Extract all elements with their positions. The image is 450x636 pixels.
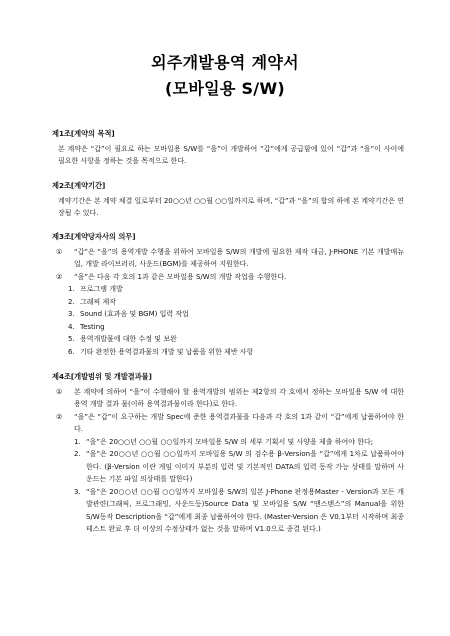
item-text: “을”은 다음 각 호의 1과 같은 모바일용 S/W의 개발 작업을 수행한다. — [74, 272, 287, 281]
list-text: 그래픽 제작 — [80, 297, 117, 306]
article-2 — [52, 180, 404, 220]
article-2-body: 계약기간은 본 계약 체결 일로부터 20○○년 ○○월 ○○일까지로 하며, “갑”과 “을”의 합의 하에 본 계약기간은 연장될 수 있다. — [58, 196, 404, 217]
article-3-item-1 — [52, 246, 404, 271]
list-text: 프로그램 개발 — [80, 285, 123, 293]
list-num: 3. — [74, 487, 81, 496]
list-item — [52, 321, 404, 334]
article-3-item-2 — [52, 271, 404, 284]
article-4-item-2 — [52, 411, 404, 436]
list-item — [52, 448, 404, 486]
list-text: 기타 완전한 용역결과물의 개발 및 납품을 위한 제반 사항 — [80, 347, 254, 356]
item-mark: ② — [56, 412, 63, 421]
list-item — [52, 308, 404, 321]
item-text: “을”은 “갑”이 요구하는 개발 Spec에 준한 용역결과물을 다음과 각 호의 1과 같이 “갑”에게 납품하여야 한다. — [74, 412, 404, 433]
list-item — [52, 296, 404, 309]
list-text: Testing — [80, 322, 105, 331]
list-item — [52, 333, 404, 346]
list-text: Sound (효과음 및 BGM) 입력 작업 — [80, 310, 189, 318]
list-num: 1. — [68, 285, 75, 293]
list-num: 2. — [68, 297, 75, 306]
list-num: 4. — [68, 322, 75, 331]
list-num: 6. — [68, 347, 75, 356]
article-3-heading: 제3조[계약당자사의 의무] — [52, 232, 136, 241]
article-1-heading: 제1조[계약의 목적] — [52, 129, 115, 138]
list-num: 3. — [68, 310, 75, 318]
document-title: 외주개발용역 계약서 — [151, 53, 299, 72]
article-1-body: 본 계약은 “갑”이 필요로 하는 모바일용 S/W를 “을”이 개발하여 “갑”에게 공급함에 있어 “갑”과 “을”이 사이에 필요한 사항을 정하는 것을 목적으로 한다. — [58, 144, 404, 165]
article-1 — [52, 128, 404, 168]
list-num: 2. — [74, 450, 81, 458]
list-text: “을”은 20○○년 ○○월 ○○일까지 모바일용 S/W의 일본 J-Phone 판정용Master - Version과 모든 개발관련(그래픽, 프로그래밍, 사운드등)Source Data 및 모바일용 S/W “맨스탠스”의 Manual을 위한 S/W동작 Description을 “갑”에게 최종 납품하여야 한다. (Master-Version 은 V0.1부터 시작하며 최종 테스트 완료 후 더 이상의 수정상태가 없는 것을 말하며 V1.0으로 종결 된다.) — [86, 487, 404, 533]
item-mark: ② — [56, 272, 63, 281]
article-2-heading: 제2조[계약기간] — [52, 181, 106, 190]
list-item — [52, 283, 404, 296]
item-mark: ① — [56, 247, 63, 256]
article-4-item-1 — [52, 386, 404, 411]
list-num: 5. — [68, 335, 75, 343]
list-text: “을”은 20○○년 ○○월 ○○일까지 모바일용 S/W 의 검수용 β-Version을 “갑”에게 1차로 납품하여야 한다. (β-Version 이란 게임 이미지 부분의 입력 및 기본적인 DATA의 입력 동작 가능 상태를 말하며 사운드는 기본 파일 의상태를 말한다) — [86, 450, 404, 483]
list-num: 1. — [74, 437, 81, 446]
article-4 — [52, 371, 404, 536]
item-text: “갑”은 “을”의 용역개발 수행을 위하여 모바일용 S/W의 개발에 필요한 제작 대금, J-PHONE 기본 개발매뉴얼, 개발 라이브러리, 사운드(BGM)를 제공하여 지원한다. — [74, 247, 404, 268]
item-text: 본 계약에 의하여 “을”이 수행해야 할 용역개발의 범위는 제2항의 각 호에서 정하는 모바일용 S/W 에 대한 용역 개발 결과 물(이하 용역결과물이라 한다)로 한다. — [74, 387, 404, 408]
article-3 — [52, 231, 404, 358]
document-subtitle: (모바일용 S/W) — [164, 79, 286, 98]
list-item — [52, 436, 404, 449]
list-item — [52, 486, 404, 536]
list-text: “을”은 20○○년 ○○월 ○○일까지 모바일용 S/W 의 세부 기획서 및 사양을 제출 하여야 한다; — [86, 437, 374, 446]
item-mark: ① — [56, 387, 63, 396]
article-4-heading: 제4조[개발범위 및 개발결과물] — [52, 372, 152, 381]
list-text: 용역개발물에 대한 수정 및 보완 — [80, 335, 177, 343]
list-item — [52, 346, 404, 359]
